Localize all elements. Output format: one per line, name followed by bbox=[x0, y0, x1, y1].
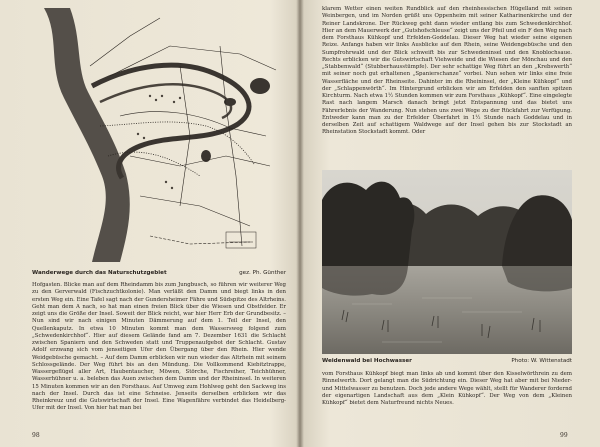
right-body-text-bottom bbox=[322, 371, 572, 431]
right-paragraph-bottom: vom Forsthaus Kühkopf biegt man links ab und kommt über den Kisselwörthrein zu dem Rinnelwerth. Dort gelangt man die Südrichtung ein. Dieser Weg hat aber mit bei Nieder- und Mittelwasser zu benutzen. Doch jede andere Wege wählt, stellt für Wanderer fordernd der eigenartigen Landschaft aus dem „Klein Kühkopf“. Der Weg von dem „Kleinen Kühkopf“ bietet dem Naturfreund nichts Neues. bbox=[322, 371, 572, 406]
old-rhine-inner bbox=[100, 84, 231, 118]
left-paragraph: Hofgasten. Blicke man auf dem Rheindamm bis zum Jungbusch, so führen wir weiterer Weg zu den Gerverwald (Fischzuchtkolonie). Man verläßt den Damm und biegt links in den ersten Weg ein. Eine Tafel sagt nach der Gundersheimer Fähre und Südspitze des Altrheins. Geht man dem A nach, so hat man einen freien Blick über die Wiesen und Obstfelder. Er zeigt uns die Größe der Insel. Soweit der Blick reicht, war hier Herr Erb der Grundbesitz. – Nun sind wir nach einigen Minuten Dämmerung auf dem 1. Teil der Insel, den Quellenkaputz. In etwa 10 Minuten kommt man dem Wassersweg folgend zum „Schwedenkirchhof“. Hier auf diesem Gelände fand am 7. Dezember 1631 die Schlacht zwischen Spaniern und den Schweden statt und Truppenaufgebot der Schlacht. Gustav Adolf erzwang sich vom jenseitigen Ufer den Übergang über den Rhein. Hier wende Weidgebüsche gemacht. – Auf dem Damm erblicken wir nun wieder das Altrhein mit seinem Schlossgelände. Der Weg führt bis an den Mündung. Die Vollkommend Kiebitztrappe, Wassergeflügel aller Art, Haubentaucher, Möwen, Störche, Fischreiher, Teichhühner, Wasserhühner u. a. beleben das Auen zwischen dem Damm und der Rheininsel. In weiteren 15 Minuten kommen wir an den Forsthaus. Auf Umweg zum Hohlweg geht den Sackweg ins nach der Insel. Durch das ist eine Schneise. Jenseits derselben erblicken wir das Rheinkreuz und die Gutswirtschaft der Insel. Eine Wagenfähre verbindet das Heidelberg-Ufer mit der Insel. Von hier hat man bei bbox=[32, 282, 286, 412]
right-body-text-top bbox=[322, 6, 572, 164]
path-4 bbox=[140, 196, 250, 226]
right-paragraph-top: klarem Wetter einen weiten Rundblick auf den rheinhessischen Hügelland mit seinen Weinbergen, und im Norden grüßt uns Oppenheim mit seiner Katharinenkirche und der Reiner Landskrone. Der Rückweg geht dann wieder entlang bis zum Schwedenkirchhof. Hier an dem Mauerwerk der „Gutshofschleuse“ zeigt uns der Pfeil und ein F den Weg nach dem Forsthaus Kühkopf und Erfelden-Goddelau. Dieser Weg hat wieder seine eigenen Reize. Anfangs haben wir links Ausblicke auf den Rhein, seine Weidengebüsche und den Sumpfrohrwald und der Blick schweift bis zur Schwedeninsel und den Knoblochsaue. Rechts erblicken wir die Gutswirtschaft Viehweide und die Wiesen der Mönchau und den „Stabbenwald“ (Stubberhausstümpfe). Der sehr schattige Weg führt an den „Krebswerth“ mit seiner noch gut erhaltenen „Spanierschanze“ vorbei. Nun sehen wir links eine freie Wasserfläche und der Rheinseite. Dahinter im die Rheininsel, der „Kleine Kühkopf“ und der „Schlappenwörth“. Im Hintergrund erblicken wir am Erfelden den sanften spitzen Kirchturm. Nach etwa 1½ Stunden kommen wir zum Forsthaus „Kühkopf“. Eine eingelegte Rast nach langem Marsch danach bringt jetzt Entspannung und das bietet uns Fährerlebnis der Wanderung. Nun stehen uns zwei Wege zu der Rückfahrt zur Verfügung. Entweder kann man zu der Erfelder Überfahrt in 1½ Stunde nach Goddelau und in derselben Zeit auf schattigem Waldwege auf der Insel gehen bis zur Stockstadt an Rheinstation Stockstadt kommt. Oder bbox=[322, 6, 572, 136]
map-caption bbox=[32, 270, 286, 277]
page-number-left: 98 bbox=[32, 432, 40, 439]
lake-east bbox=[250, 78, 270, 94]
hiking-route-map bbox=[30, 6, 284, 264]
photo-caption bbox=[322, 358, 572, 365]
page-number-right: 99 bbox=[560, 432, 568, 439]
path-7 bbox=[220, 46, 242, 246]
railway bbox=[150, 236, 250, 244]
flooded-willow-forest-photo bbox=[322, 170, 572, 354]
path-3 bbox=[130, 156, 270, 166]
left-page bbox=[0, 0, 299, 447]
map-caption-credit: gez. Ph. Günther bbox=[239, 270, 286, 276]
path-5 bbox=[90, 18, 160, 66]
photo-caption-credit: Photo: W. Wittenstadt bbox=[511, 358, 572, 364]
map-caption-title: Wanderwege durch das Naturschutzgebiet bbox=[32, 270, 167, 276]
left-body-text bbox=[32, 282, 286, 430]
photo-caption-title: Weidenwald bei Hochwasser bbox=[322, 358, 412, 364]
